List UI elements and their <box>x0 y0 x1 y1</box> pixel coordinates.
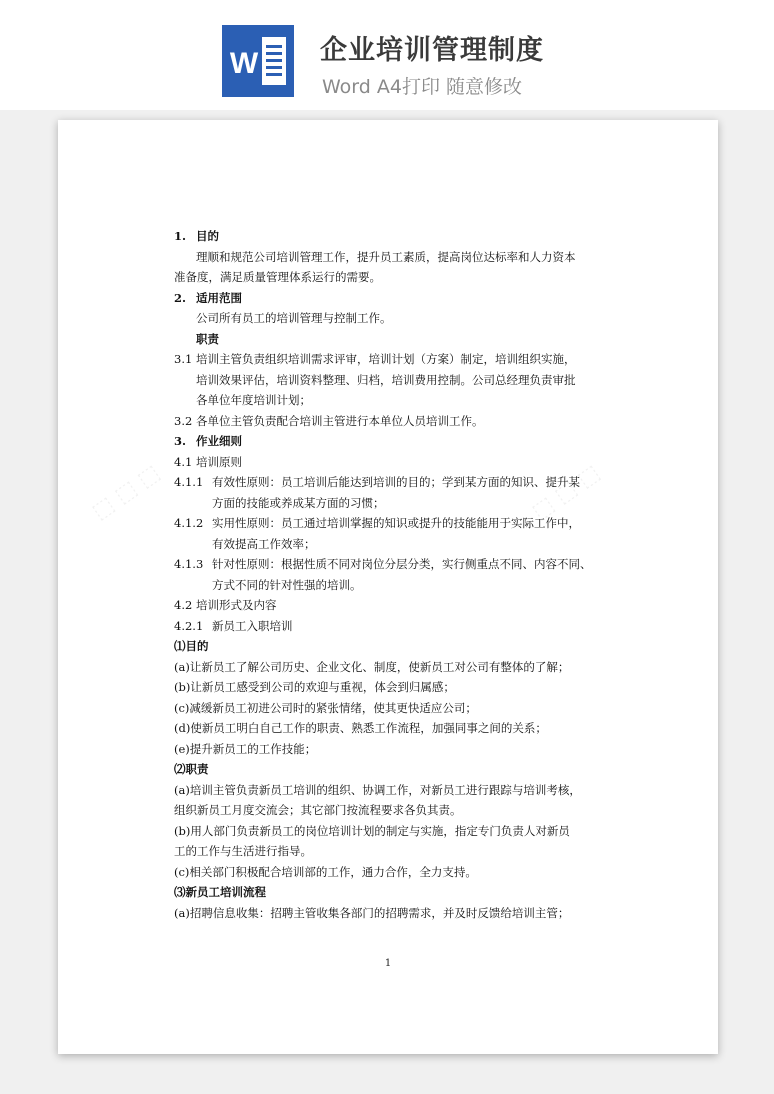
list-item: (c)相关部门积极配合培训部的工作，通力合作，全力支持。 <box>174 864 477 879</box>
list-item: (a)让新员工了解公司历史、企业文化、制度，使新员工对公司有整体的了解； <box>174 659 570 674</box>
watermark: ⬚ ⬚ ⬚ <box>87 460 165 525</box>
list-item: 4.1.3 针对性原则：根据性质不同对岗位分层分类，实行侧重点不同、内容不同、 <box>174 557 592 571</box>
list-item: (b)用人部门负责新员工的岗位培训计划的制定与实施，指定专门负责人对新员 <box>174 823 570 838</box>
subsection-heading: 4.1 培训原则 <box>174 454 242 469</box>
logo-letter: W <box>229 47 259 80</box>
paragraph-line: 准备度，满足质量管理体系运行的需要。 <box>174 270 381 284</box>
list-item: 4.2.1 新员工入职培训 <box>174 618 293 633</box>
list-item: 3.2 各单位主管负责配合培训主管进行本单位人员培训工作。 <box>174 413 484 428</box>
word-document-icon <box>222 25 294 97</box>
paragraph-line: 公司所有员工的培训管理与控制工作。 <box>196 311 392 325</box>
list-item: (a)招聘信息收集：招聘主管收集各部门的招聘需求，并及时反馈给培训主管； <box>174 905 570 920</box>
page-number: 1 <box>384 958 392 969</box>
item-heading: ⑴目的 <box>174 639 209 653</box>
list-item: (d)使新员工明白自己工作的职责、熟悉工作流程，加强同事之间的关系； <box>174 721 547 735</box>
page-title: 企业培训管理制度 <box>320 35 544 66</box>
list-item: 3.1 培训主管负责组织培训需求评审，培训计划（方案）制定，培训组织实施， <box>174 352 576 366</box>
section-heading: 3. 作业细则 <box>174 434 242 448</box>
paragraph-line: 各单位年度培训计划； <box>196 393 311 407</box>
paragraph-line: 有效提高工作效率； <box>212 536 316 551</box>
paragraph-line: 方面的技能或养成某方面的习惯； <box>212 495 385 510</box>
item-heading: ⑵职责 <box>174 762 209 776</box>
paragraph-line: 方式不同的针对性强的培训。 <box>212 577 362 592</box>
page-subtitle: Word A4打印 随意修改 <box>322 76 523 98</box>
section-heading: 1. 目的 <box>174 229 219 243</box>
list-item: (e)提升新员工的工作技能； <box>174 741 317 756</box>
list-item: (a)培训主管负责新员工培训的组织、协调工作，对新员工进行跟踪与培训考核， <box>174 782 581 797</box>
item-heading: ⑶新员工培训流程 <box>174 885 266 899</box>
section-heading: 2. 适用范围 <box>174 290 242 305</box>
banner-header <box>0 0 774 110</box>
list-item: 4.1.2 实用性原则：员工通过培训掌握的知识或提升的技能能用于实际工作中， <box>174 516 580 530</box>
paragraph-line: 组织新员工月度交流会；其它部门按流程要求各负其责。 <box>174 803 462 817</box>
paragraph-line: 工的工作与生活进行指导。 <box>174 844 312 858</box>
document-body <box>174 226 614 923</box>
subsection-heading: 4.2 培训形式及内容 <box>174 598 277 612</box>
paragraph-line: 理顺和规范公司培训管理工作，提升员工素质，提高岗位达标率和人力资本 <box>196 249 576 264</box>
paragraph-line: 培训效果评估，培训资料整理、归档，培训费用控制。公司总经理负责审批 <box>196 372 576 387</box>
list-item: (c)减缓新员工初进公司时的紧张情绪，使其更快适应公司； <box>174 700 477 715</box>
document-page <box>58 120 718 1054</box>
watermark: ⬚ ⬚ ⬚ <box>527 460 605 525</box>
section-heading: 职责 <box>196 331 219 346</box>
list-item: 4.1.1 有效性原则：员工培训后能达到培训的目的；学到某方面的知识、提升某 <box>174 475 580 489</box>
list-item: (b)让新员工感受到公司的欢迎与重视，体会到归属感； <box>174 680 455 694</box>
